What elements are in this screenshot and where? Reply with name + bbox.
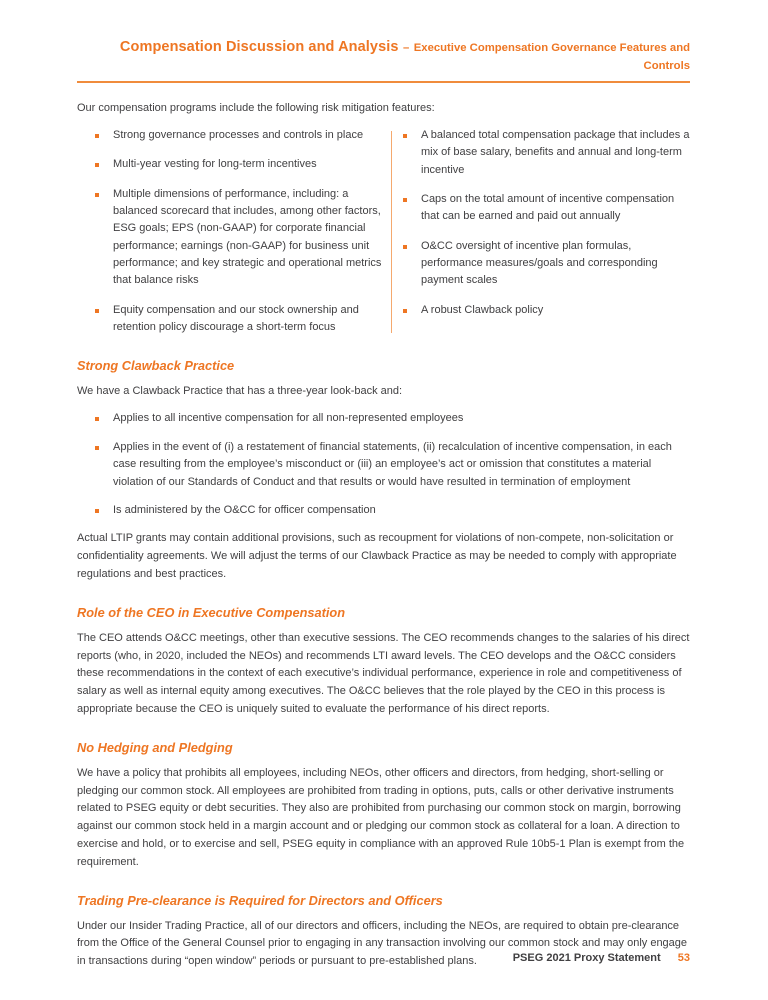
intro-paragraph: Our compensation programs include the following risk mitigation features:: [77, 102, 435, 114]
bullet-icon: [403, 134, 407, 138]
column-divider: [391, 131, 392, 333]
bullet-icon: [95, 193, 99, 197]
list-item: [403, 238, 690, 290]
list-item-text: Equity compensation and our stock ownership and retention policy discourage a short-term focus: [113, 303, 359, 334]
list-item-text: A robust Clawback policy: [421, 303, 544, 316]
bullet-icon: [403, 245, 407, 249]
list-item: [95, 156, 385, 173]
clawback-lead-paragraph: We have a Clawback Practice that has a three-year look-back and:: [77, 384, 403, 397]
hedging-paragraph: We have a policy that prohibits all employees, including NEOs, other officers and directors, from hedging, short-selling or pledging our common stock. All employees are prohibited from trading in options, puts, calls or other derivative instruments related to PSEG equity or debt securities. They also are prohibited from purchasing our common stock on margin, borrowing against our common stock held in a margin account and or pledging our common stock as collateral for a loan. A direction to exercise and hold, or to exercise and sell, PSEG equity in compliance with an approved Rule 10b5-1 Plan is exempt from the requirement.: [77, 766, 685, 868]
list-item: [403, 302, 690, 319]
list-item: [403, 191, 690, 226]
page-content: [0, 38, 768, 971]
list-item-text: A balanced total compensation package that includes a mix of base salary, benefits and annual and long-term incentive: [421, 128, 690, 176]
bullet-icon: [403, 198, 407, 202]
bullet-icon: [95, 509, 99, 513]
section-heading-clawback: Strong Clawback Practice: [77, 357, 235, 373]
section-heading-preclearance: Trading Pre-clearance is Required for Directors and Officers: [77, 892, 443, 908]
list-item-text: Strong governance processes and controls in place: [113, 128, 364, 141]
page-header: [77, 38, 690, 83]
bullet-icon: [95, 417, 99, 421]
footer-page-number: 53: [677, 952, 690, 964]
section-heading-ceo-role: Role of the CEO in Executive Compensation: [77, 604, 346, 620]
bullet-icon: [95, 163, 99, 167]
risk-features-columns: [77, 127, 690, 337]
list-item-text: Multi-year vesting for long-term incentives: [113, 158, 317, 171]
section-heading-hedging: No Hedging and Pledging: [77, 739, 233, 755]
clawback-bullet-list: [77, 410, 690, 519]
list-item-text: Applies to all incentive compensation for all non-represented employees: [113, 412, 464, 425]
risk-features-left-column: [77, 127, 385, 337]
list-item-text: Caps on the total amount of incentive compensation that can be earned and paid out annually: [421, 192, 675, 223]
list-item: [403, 127, 690, 179]
list-item: [95, 127, 385, 144]
risk-features-right-column: [403, 127, 690, 337]
preclearance-paragraph: Under our Insider Trading Practice, all of our directors and officers, including the NEOs, are required to obtain pre-clearance from the Office of the General Counsel prior to engaging in any transaction involving our common stock and may only engage in transactions during “open window” periods or pursuant to pre-established plans.: [77, 919, 688, 968]
list-item-text: O&CC oversight of incentive plan formulas, performance measures/goals and corresponding payment scales: [421, 239, 658, 287]
bullet-icon: [95, 134, 99, 138]
header-separator: –: [403, 42, 410, 54]
list-item: [95, 302, 385, 337]
list-item-text: Applies in the event of (i) a restatement of financial statements, (ii) recalculation of incentive compensation, in each case resulting from the employee’s misconduct or (iii) an employee’s act or omission that constitutes a material violation of our Standards of Conduct and that results or would have resulted in termination of employment: [113, 440, 672, 488]
list-item: [95, 186, 385, 290]
bullet-icon: [95, 446, 99, 450]
list-item: [95, 410, 690, 427]
bullet-icon: [403, 309, 407, 313]
clawback-paragraph: Actual LTIP grants may contain additional provisions, such as recoupment for violations of non-compete, non-solicitation or confidentiality agreements. We will adjust the terms of our Clawback Practice as may be needed to comply with appropriate regulations and best practices.: [77, 532, 677, 580]
list-item: [95, 502, 690, 519]
list-item: [95, 439, 690, 491]
page-footer: [513, 952, 690, 964]
bullet-icon: [95, 309, 99, 313]
ceo-role-paragraph: The CEO attends O&CC meetings, other than executive sessions. The CEO recommends changes to the salaries of his direct reports (who, in 2020, included the NEOs) and recommends LTI award levels. The CEO develops and the O&CC considers these recommendations in the context of each executive’s individual performance, experience in role and competitiveness of salary as well as internal equity among executives. The O&CC believes that the role played by the CEO in this process is appropriate because the CEO is uniquely suited to evaluate the performance of his direct reports.: [77, 631, 690, 715]
header-title: Compensation Discussion and Analysis: [119, 39, 399, 55]
list-item-text: Is administered by the O&CC for officer compensation: [113, 503, 376, 516]
list-item-text: Multiple dimensions of performance, including: a balanced scorecard that includes, among other factors, ESG goals; EPS (non-GAAP) for corporate financial performance; earnings (non-GAAP) for business unit performance; and key strategic and operational metrics that balance risks: [113, 187, 382, 287]
footer-document-title: PSEG 2021 Proxy Statement: [512, 952, 661, 964]
header-subtitle: Executive Compensation Governance Features and Controls: [413, 42, 690, 72]
